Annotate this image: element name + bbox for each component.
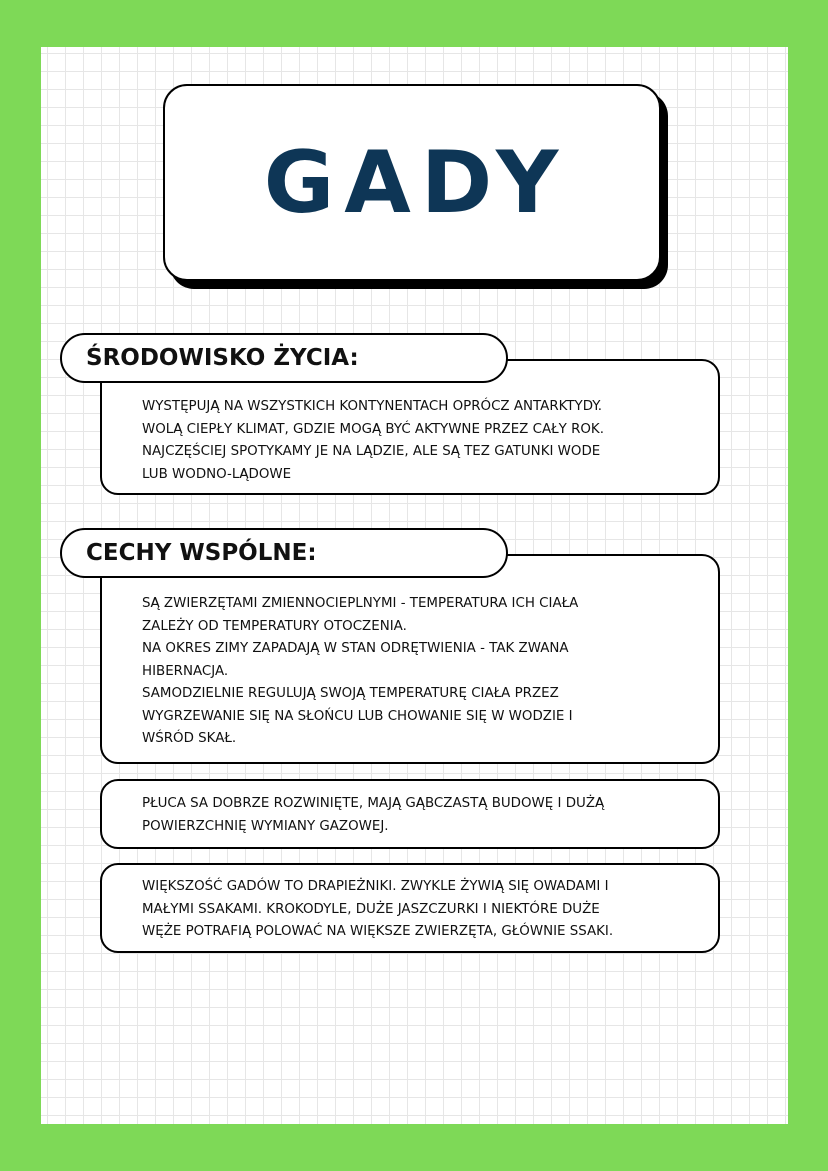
habitat-line: WYSTĘPUJĄ NA WSZYSTKICH KONTYNENTACH OPRÓCZ ANTARKTYDY.	[142, 399, 603, 414]
habitat-line: WOLĄ CIEPŁY KLIMAT, GDZIE MOGĄ BYĆ AKTYWNE PRZEZ CAŁY ROK.	[142, 421, 604, 437]
habitat-line: LUB WODNO-LĄDOWE	[142, 466, 292, 482]
features-line: WŚRÓD SKAŁ.	[142, 731, 237, 746]
lungs-box	[100, 779, 720, 849]
diet-line: WIĘKSZOŚĆ GADÓW TO DRAPIEŻNIKI. ZWYKLE ŻYWIĄ SIĘ OWADAMI I	[142, 879, 609, 894]
features-line: SĄ ZWIERZĘTAMI ZMIENNOCIEPLNYMI - TEMPERATURA ICH CIAŁA	[142, 596, 579, 611]
features-line: NA OKRES ZIMY ZAPADAJĄ W STAN ODRĘTWIENIA - TAK ZWANA	[142, 641, 569, 656]
features-box	[100, 554, 720, 764]
diet-line: MAŁYMI SSAKAMI. KROKODYLE, DUŻE JASZCZURKI I NIEKTÓRE DUŻE	[142, 901, 600, 917]
habitat-heading-pill	[60, 333, 508, 383]
features-line: SAMODZIELNIE REGULUJĄ SWOJĄ TEMPERATURĘ CIAŁA PRZEZ	[142, 686, 559, 701]
lungs-line: POWIERZCHNIĘ WYMIANY GAZOWEJ.	[142, 818, 389, 834]
features-line: ZALEŻY OD TEMPERATURY OTOCZENIA.	[142, 618, 407, 634]
habitat-heading: ŚRODOWISKO ŻYCIA:	[86, 345, 359, 371]
diet-box	[100, 863, 720, 953]
features-heading-pill	[60, 528, 508, 578]
diet-line: WĘŻE POTRAFIĄ POLOWAĆ NA WIĘKSZE ZWIERZĘTA, GŁÓWNIE SSAKI.	[142, 924, 614, 939]
features-heading: CECHY WSPÓLNE:	[86, 540, 317, 566]
habitat-line: NAJCZĘŚCIEJ SPOTYKAMY JE NA LĄDZIE, ALE SĄ TEZ GATUNKI WODE	[142, 444, 601, 459]
features-line: HIBERNACJA.	[142, 663, 229, 679]
title-card	[163, 84, 661, 281]
features-line: WYGRZEWANIE SIĘ NA SŁOŃCU LUB CHOWANIE SIĘ W WODZIE I	[142, 708, 573, 724]
lungs-line: PŁUCA SA DOBRZE ROZWINIĘTE, MAJĄ GĄBCZASTĄ BUDOWĘ I DUŻĄ	[142, 796, 605, 811]
page-title: GADY	[263, 132, 569, 233]
worksheet	[41, 47, 788, 1124]
